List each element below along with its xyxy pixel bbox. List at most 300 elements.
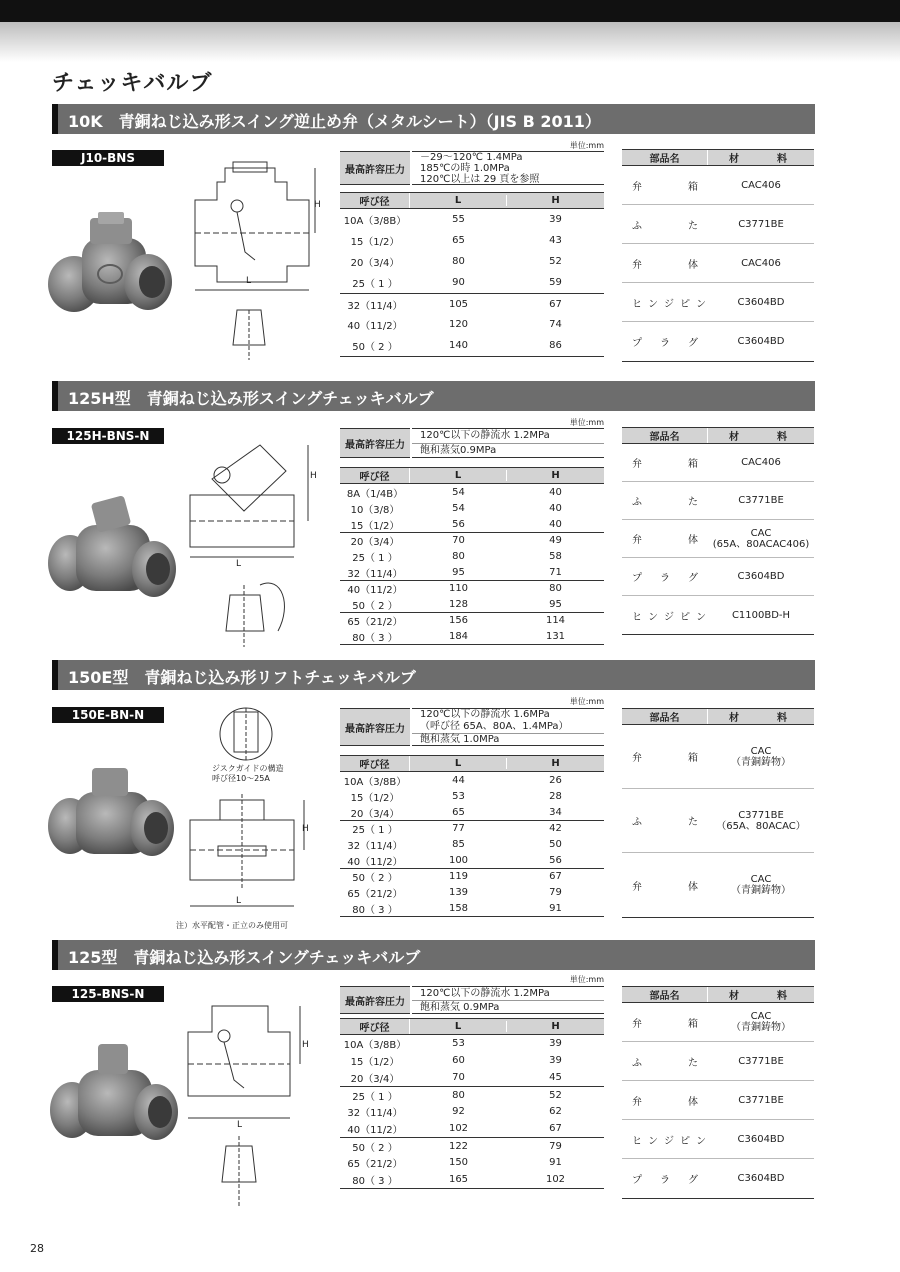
- dims-header-cell: H: [551, 758, 560, 769]
- materials-row: [622, 558, 814, 596]
- pressure-label: 最高許容圧力: [340, 428, 410, 458]
- dims-cell-h: 80: [549, 583, 562, 594]
- dims-cell-l: 140: [448, 340, 469, 351]
- valve-photo: [44, 212, 172, 322]
- unit-label: 単位:mm: [569, 975, 604, 984]
- dims-cell-h: 39: [549, 1055, 562, 1066]
- dims-cell-l: 65: [452, 806, 465, 818]
- dims-cell-size: 40（11/2）: [347, 321, 403, 332]
- dims-cell-l: 92: [452, 1106, 465, 1117]
- materials-row: [622, 244, 814, 283]
- material-name: C3771BE: [738, 1055, 784, 1067]
- pressure-values: [412, 986, 604, 1014]
- dims-cell-h: 59: [549, 277, 562, 288]
- dims-cell-size: 32（11/4）: [347, 1108, 403, 1119]
- dims-cell-l: 110: [448, 583, 469, 594]
- dims-row: [340, 612, 604, 628]
- dims-cell-h: 67: [549, 298, 562, 310]
- dims-cell-l: 158: [448, 902, 469, 914]
- dims-cell-l: 44: [452, 774, 465, 786]
- dims-cell-h: 67: [549, 1123, 562, 1134]
- dims-row: [340, 788, 604, 804]
- part-name-text: プ ラ グ: [632, 573, 698, 584]
- materials-header-cell: 材 料: [729, 432, 793, 443]
- dims-cell-h: 40: [549, 502, 562, 514]
- materials-header-cell: 部品名: [622, 150, 708, 165]
- dims-cell-h: 39: [549, 1038, 562, 1049]
- materials-row: [622, 1081, 814, 1120]
- dims-cell-l: 54: [452, 502, 465, 514]
- dims-cell-l: 54: [452, 486, 465, 498]
- dims-row: [340, 251, 604, 272]
- part-name-text: ヒ ン ジ ピ ン: [632, 298, 706, 310]
- dims-cell-size: 80（ 3 ）: [352, 904, 398, 916]
- install-note: 注）水平配管・正立のみ使用可: [176, 921, 288, 930]
- material-name: CAC （青銅鋳物）: [731, 745, 791, 768]
- l-dimension-label: L: [237, 1120, 243, 1130]
- section-title: 10K 青銅ねじ込み形スイング逆止め弁（メタルシート）（JIS B 2011）: [68, 112, 601, 131]
- dims-cell-l: 102: [448, 1123, 469, 1134]
- page-number: 28: [30, 1242, 44, 1255]
- pressure-block: [340, 986, 604, 1014]
- part-name: [622, 531, 708, 546]
- dims-header-cell: 呼び径: [340, 1019, 410, 1034]
- dims-cell-size: 10（3/8）: [350, 504, 400, 516]
- dims-cell-l: 120: [448, 319, 469, 330]
- dims-cell-h: 91: [549, 902, 562, 914]
- dims-row: [340, 628, 604, 644]
- pressure-block: [340, 151, 604, 185]
- part-name-text: 弁 箱: [632, 181, 698, 193]
- part-name-text: 弁 体: [632, 259, 698, 271]
- part-name: [622, 1093, 708, 1108]
- pressure-line: 120℃以上は 29 頁を参照: [420, 174, 540, 185]
- dims-cell-l: 53: [452, 790, 465, 802]
- pressure-line: 185℃の時 1.0MPa: [420, 163, 510, 174]
- dims-header-cell: H: [551, 195, 560, 206]
- dims-cell-l: 55: [452, 214, 465, 225]
- material-name: C3771BE: [738, 495, 784, 506]
- unit-label: 単位:mm: [569, 418, 604, 427]
- disk-guide-drawing: [210, 706, 282, 762]
- materials-header-cell: 材 料: [729, 154, 793, 165]
- part-name-text: プ ラ グ: [632, 1175, 698, 1186]
- dims-cell-h: 71: [549, 566, 562, 578]
- h-dimension-label: H: [310, 471, 317, 481]
- dims-cell-size: 25（ 1 ）: [352, 1091, 398, 1103]
- part-name-text: ふ た: [632, 1057, 698, 1069]
- part-name-text: 弁 体: [632, 1096, 698, 1108]
- dims-cell-l: 53: [452, 1038, 465, 1049]
- dims-cell-h: 79: [549, 1140, 562, 1152]
- pressure-line: 120℃以下の静流水 1.2MPa: [412, 429, 604, 444]
- dims-header-cell: L: [410, 758, 507, 769]
- section-title: 125H型 青銅ねじ込み形スイングチェッキバルブ: [68, 389, 434, 408]
- dims-row: [340, 820, 604, 836]
- dims-cell-l: 70: [452, 1072, 465, 1083]
- section-drawing: [184, 790, 324, 920]
- section-drawing: [182, 996, 322, 1216]
- materials-row: [622, 596, 814, 634]
- materials-row: [622, 444, 814, 482]
- materials-table: [622, 986, 814, 1199]
- part-name: [622, 256, 708, 271]
- dims-cell-h: 26: [549, 774, 562, 786]
- materials-table: [622, 708, 814, 918]
- l-dimension-label: L: [236, 896, 242, 906]
- dims-row: [340, 230, 604, 251]
- dims-cell-h: 67: [549, 871, 562, 882]
- dims-cell-l: 80: [452, 256, 465, 267]
- dims-header-cell: L: [410, 1021, 507, 1032]
- unit-label: 単位:mm: [569, 141, 604, 150]
- model-tag: 125-BNS-N: [52, 986, 164, 1002]
- part-name: [622, 1171, 708, 1186]
- section-header: [52, 104, 815, 134]
- part-name: [622, 569, 708, 584]
- section-125-bns-n: [0, 940, 900, 1210]
- part-name: [622, 749, 708, 764]
- part-name: [622, 1054, 708, 1069]
- dims-cell-h: 56: [549, 854, 562, 866]
- dims-cell-h: 95: [549, 598, 562, 610]
- part-name-text: プ ラ グ: [632, 338, 698, 349]
- dims-row: [340, 900, 604, 916]
- materials-row: [622, 1003, 814, 1042]
- dims-row: [340, 852, 604, 868]
- material-name: CAC （青銅鋳物）: [731, 1011, 791, 1033]
- dims-cell-size: 32（11/4）: [347, 568, 403, 580]
- dims-row: [340, 516, 604, 532]
- dims-cell-h: 131: [545, 630, 566, 642]
- dims-header-cell: L: [410, 470, 507, 481]
- top-band: [0, 0, 900, 22]
- materials-row: [622, 482, 814, 520]
- dimensions-table: [340, 1018, 604, 1189]
- dims-row: [340, 884, 604, 900]
- dims-cell-size: 80（ 3 ）: [352, 1176, 398, 1187]
- dims-row: [340, 804, 604, 820]
- material-name: CAC （青銅鋳物）: [731, 874, 791, 896]
- dims-cell-h: 91: [549, 1157, 562, 1168]
- pressure-line: 飽和蒸気0.9MPa: [420, 445, 497, 456]
- dimensions-table: [340, 755, 604, 917]
- dims-cell-size: 20（3/4）: [350, 258, 400, 269]
- part-name: [622, 1132, 708, 1147]
- dims-row: [340, 335, 604, 356]
- dims-header-row: [340, 1019, 604, 1035]
- part-name-text: ヒ ン ジ ピ ン: [632, 611, 706, 623]
- dims-cell-h: 40: [549, 486, 562, 498]
- dims-cell-size: 15（1/2）: [350, 237, 400, 248]
- dims-cell-h: 102: [545, 1174, 566, 1185]
- material-name: C3604BD: [737, 336, 785, 347]
- section-150e-bn-n: [0, 660, 900, 930]
- dims-cell-h: 50: [549, 838, 562, 850]
- dims-cell-size: 10A（3/8B）: [343, 216, 407, 227]
- dims-row: [340, 1154, 604, 1171]
- materials-row: [622, 789, 814, 853]
- materials-table: [622, 149, 814, 362]
- materials-row: [622, 1042, 814, 1081]
- dims-row: [340, 484, 604, 500]
- materials-row: [622, 725, 814, 789]
- part-name: [622, 295, 708, 310]
- pressure-values: [412, 708, 604, 746]
- top-gradient: [0, 22, 900, 62]
- part-name-text: 弁 体: [632, 535, 698, 546]
- section-125h-bns-n: [0, 381, 900, 651]
- dims-cell-h: 43: [549, 235, 562, 246]
- dims-cell-size: 80（ 3 ）: [352, 632, 398, 644]
- materials-header-row: [622, 987, 814, 1003]
- section-header: [52, 660, 815, 690]
- pressure-label: 最高許容圧力: [340, 708, 410, 746]
- unit-label: 単位:mm: [569, 697, 604, 706]
- section-title: 125型 青銅ねじ込み形スイングチェッキバルブ: [68, 948, 421, 967]
- part-name: [622, 493, 708, 508]
- l-dimension-label: L: [246, 276, 252, 286]
- materials-row: [622, 322, 814, 361]
- dims-cell-size: 8A（1/4B）: [346, 488, 404, 500]
- dims-cell-size: 15（1/2）: [350, 792, 400, 804]
- material-name: C1100BD-H: [731, 609, 791, 621]
- h-dimension-label: H: [302, 824, 309, 834]
- dims-cell-size: 10A（3/8B）: [343, 776, 407, 788]
- dims-cell-h: 79: [549, 886, 562, 898]
- disk-guide-note: ジスクガイドの構造 呼び径10～25A: [212, 764, 284, 783]
- material-name: C3604BD: [737, 296, 785, 308]
- dims-cell-size: 15（1/2）: [350, 1057, 400, 1068]
- materials-table: [622, 427, 814, 635]
- dims-row: [340, 272, 604, 293]
- pressure-line: 120℃以下の静流水 1.2MPa: [412, 987, 604, 1001]
- materials-header-cell: 部品名: [622, 709, 708, 724]
- dims-cell-h: 114: [545, 615, 566, 626]
- part-name: [622, 878, 708, 893]
- part-name-text: 弁 箱: [632, 753, 698, 764]
- pressure-line: （呼び径 65A、80A、1.4MPa）: [412, 721, 604, 734]
- dims-header-row: [340, 193, 604, 209]
- dims-cell-h: 74: [549, 319, 562, 330]
- dims-row: [340, 293, 604, 314]
- dims-cell-l: 156: [448, 615, 469, 626]
- dims-row: [340, 532, 604, 548]
- dims-cell-size: 20（3/4）: [350, 808, 400, 820]
- dims-row: [340, 580, 604, 596]
- part-name-text: ふ た: [632, 220, 698, 232]
- dims-cell-size: 32（11/4）: [347, 840, 403, 852]
- section-header: [52, 381, 815, 411]
- dims-header-row: [340, 756, 604, 772]
- dims-cell-size: 50（ 2 ）: [352, 600, 398, 612]
- h-dimension-label: H: [302, 1040, 309, 1050]
- dims-row: [340, 209, 604, 230]
- pressure-block: [340, 428, 604, 458]
- pressure-line: 120℃以下の静流水 1.6MPa: [420, 709, 550, 720]
- valve-photo: [46, 495, 176, 605]
- dims-row: [340, 1103, 604, 1120]
- pressure-label: 最高許容圧力: [340, 986, 410, 1014]
- dims-cell-l: 65: [452, 235, 465, 246]
- dims-cell-size: 50（ 2 ）: [352, 873, 398, 884]
- dims-cell-l: 77: [452, 823, 465, 834]
- dimensions-table: [340, 192, 604, 357]
- material-name: C3604BD: [737, 1133, 785, 1145]
- dims-cell-l: 122: [448, 1140, 469, 1152]
- materials-row: [622, 283, 814, 322]
- dims-row: [340, 1120, 604, 1137]
- materials-header-row: [622, 709, 814, 725]
- dims-row: [340, 314, 604, 335]
- section-title: 150E型 青銅ねじ込み形リフトチェッキバルブ: [68, 668, 416, 687]
- material-name: C3771BE: [738, 1094, 784, 1106]
- dims-row: [340, 1171, 604, 1188]
- part-name: [622, 1015, 708, 1030]
- dims-cell-l: 80: [452, 1089, 465, 1101]
- pressure-line: －29～120℃ 1.4MPa: [420, 152, 523, 163]
- dims-cell-l: 70: [452, 535, 465, 546]
- part-name-text: 弁 箱: [632, 1018, 698, 1030]
- model-tag: J10-BNS: [52, 150, 164, 166]
- dims-cell-size: 25（ 1 ）: [352, 552, 398, 564]
- material-name: CAC (65A、80ACAC406): [712, 527, 810, 550]
- materials-header-cell: 部品名: [622, 428, 708, 443]
- dims-row: [340, 1137, 604, 1154]
- dims-row: [340, 1069, 604, 1086]
- dims-row: [340, 836, 604, 852]
- part-name-text: 弁 箱: [632, 459, 698, 470]
- dims-cell-size: 50（ 2 ）: [352, 1142, 398, 1154]
- dims-cell-h: 58: [549, 550, 562, 562]
- materials-row: [622, 853, 814, 917]
- dims-cell-h: 49: [549, 535, 562, 546]
- material-name: C3771BE （65A、80ACAC）: [716, 809, 806, 832]
- dims-cell-size: 10A（3/8B）: [343, 1040, 407, 1051]
- dims-cell-size: 40（11/2）: [347, 856, 403, 868]
- dims-header-cell: H: [551, 470, 560, 481]
- pressure-line: 飽和蒸気 1.0MPa: [420, 734, 500, 745]
- materials-row: [622, 205, 814, 244]
- dims-cell-size: 40（11/2）: [347, 585, 403, 596]
- dims-cell-size: 25（ 1 ）: [352, 825, 398, 836]
- dims-cell-size: 50（ 2 ）: [352, 342, 398, 353]
- materials-row: [622, 1120, 814, 1159]
- pressure-values: [412, 428, 604, 458]
- dims-cell-h: 40: [549, 518, 562, 530]
- dims-cell-h: 42: [549, 823, 562, 834]
- section-j10-bns: [0, 104, 900, 366]
- part-name: [622, 217, 708, 232]
- dims-cell-size: 20（3/4）: [350, 537, 400, 548]
- materials-header-cell: 材 料: [729, 713, 793, 724]
- material-name: C3604BD: [737, 1173, 785, 1184]
- dims-cell-h: 39: [549, 214, 562, 225]
- part-name: [622, 178, 708, 193]
- part-name: [622, 334, 708, 349]
- dims-cell-l: 90: [452, 277, 465, 288]
- dims-cell-size: 20（3/4）: [350, 1074, 400, 1085]
- part-name-text: 弁 体: [632, 881, 698, 893]
- materials-row: [622, 166, 814, 205]
- part-name: [622, 813, 708, 828]
- dims-cell-size: 32（11/4）: [347, 300, 403, 312]
- part-name: [622, 608, 708, 623]
- part-name-text: ふ た: [632, 817, 698, 828]
- h-dimension-label: H: [314, 200, 321, 210]
- dims-cell-l: 128: [448, 598, 469, 610]
- dims-cell-l: 95: [452, 566, 465, 578]
- material-name: C3771BE: [738, 218, 784, 230]
- dims-cell-size: 65（21/2）: [347, 888, 403, 900]
- dims-cell-l: 119: [448, 871, 469, 882]
- dims-cell-l: 184: [448, 630, 469, 642]
- pressure-label: 最高許容圧力: [340, 151, 410, 185]
- dims-cell-h: 86: [549, 340, 562, 351]
- dims-cell-l: 56: [452, 518, 465, 530]
- dims-row: [340, 1086, 604, 1103]
- dims-cell-size: 40（11/2）: [347, 1125, 403, 1136]
- dims-cell-l: 139: [448, 886, 469, 898]
- part-name: [622, 455, 708, 470]
- dims-row: [340, 1035, 604, 1052]
- section-header: [52, 940, 815, 970]
- model-tag: 150E-BN-N: [52, 707, 164, 723]
- dims-cell-size: 65（21/2）: [347, 617, 403, 628]
- dims-cell-l: 150: [448, 1157, 469, 1168]
- dims-row: [340, 548, 604, 564]
- valve-photo: [46, 764, 176, 864]
- section-drawing: [182, 435, 332, 655]
- dims-row: [340, 564, 604, 580]
- dims-cell-l: 105: [448, 298, 469, 310]
- materials-row: [622, 1159, 814, 1198]
- dims-cell-l: 80: [452, 550, 465, 562]
- dims-cell-l: 100: [448, 854, 469, 866]
- materials-header-cell: 部品名: [622, 987, 708, 1002]
- dims-row: [340, 772, 604, 788]
- section-drawing: [185, 160, 325, 370]
- dims-header-cell: L: [410, 195, 507, 206]
- materials-header-cell: 材 料: [729, 991, 793, 1002]
- dims-header-cell: 呼び径: [340, 193, 410, 208]
- dims-cell-l: 85: [452, 838, 465, 850]
- dims-row: [340, 868, 604, 884]
- pressure-values: [412, 151, 604, 185]
- dims-cell-h: 34: [549, 806, 562, 818]
- dims-header-cell: H: [551, 1021, 560, 1032]
- dims-cell-l: 60: [452, 1055, 465, 1066]
- dims-header-row: [340, 468, 604, 484]
- dims-cell-h: 52: [549, 256, 562, 267]
- dims-cell-size: 25（ 1 ）: [352, 279, 398, 290]
- dims-row: [340, 1052, 604, 1069]
- dims-cell-h: 28: [549, 790, 562, 802]
- pressure-line: 飽和蒸気 0.9MPa: [420, 1002, 500, 1013]
- dims-row: [340, 500, 604, 516]
- materials-header-row: [622, 428, 814, 444]
- dims-cell-l: 165: [448, 1174, 469, 1185]
- material-name: CAC406: [741, 257, 781, 269]
- page-title: チェッキバルブ: [52, 71, 213, 96]
- materials-row: [622, 520, 814, 558]
- dims-cell-size: 15（1/2）: [350, 520, 400, 532]
- model-tag: 125H-BNS-N: [52, 428, 164, 444]
- dims-cell-size: 65（21/2）: [347, 1159, 403, 1170]
- part-name-text: ヒ ン ジ ピ ン: [632, 1135, 706, 1147]
- valve-photo: [48, 1040, 178, 1150]
- dims-cell-h: 52: [549, 1089, 562, 1101]
